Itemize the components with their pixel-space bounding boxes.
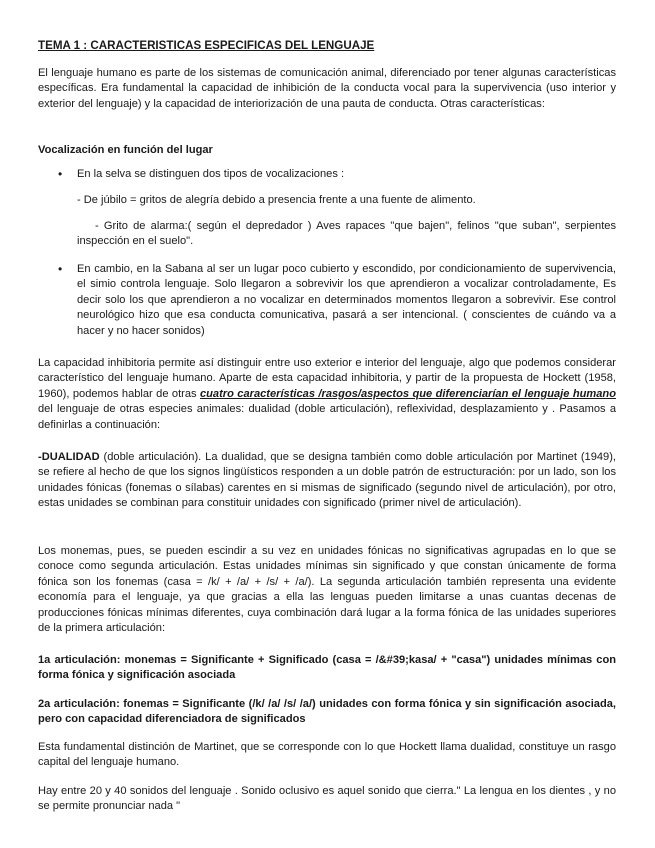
segunda-articulacion: 2a articulación: fonemas = Significante (/k/ /a/ /s/ /a/) unidades con forma fónica y sin significación asociada, pero con capacidad diferenciadora de significados [38, 698, 616, 726]
text-run: del lenguaje de otras especies animales: dualidad (doble articulación), reflexividad, desplazamiento y . Pasamos a definirlas a continuación: [38, 403, 616, 431]
bullet-marker: • [58, 167, 63, 181]
bullet-marker: • [58, 262, 63, 276]
emphasis-text: cuatro características /rasgos/aspectos que diferenciarían el lenguaje humano [199, 387, 616, 400]
term-label: -DUALIDAD [38, 451, 100, 463]
sub-item-alarma: - Grito de alarma:( según el depredador ) Aves rapaces "que bajen", felinos "que suban", serpientes inspección en el suelo". [77, 220, 616, 248]
paragraph-sonidos: Hay entre 20 y 40 sonidos del lenguaje . Sonido oclusivo es aquel sonido que cierra." La lengua en los dientes , y no se permite pronunciar nada " [38, 785, 616, 813]
page-title: TEMA 1 : CARACTERISTICAS ESPECIFICAS DEL LENGUAJE [38, 39, 375, 52]
paragraph-dualidad [38, 450, 616, 512]
bullet-item-sabana: En cambio, en la Sabana al ser un lugar poco cubierto y escondido, por condicionamiento de supervivencia, el simio controla lenguaje. Solo llegaron a sobrevivir los que aprendieron a vocalizar controladamente, Es decir solo los que aprendieron a no vocalizar en determinados momentos llegaron a sobrevivir. Ese control neurológico hizo que esa conducta comunicativa, pasará a ser intencional. ( conscientes de cuándo va a hacer y no hacer sonidos) [77, 263, 616, 337]
sub-item-jubilo: - De júbilo = gritos de alegría debido a presencia frente a una fuente de alimento. [77, 194, 476, 206]
text-run: La capacidad inhibitoria permite así distinguir entre uso exterior e interior del lenguaje, algo que podemos considerar característico del lenguaje humano. Aparte de esta capacidad inhibitoria, y partir de la propuesta de Hockett (1958, 1960), podemos hablar de otras [38, 357, 616, 400]
paragraph-capacidad-inhibitoria [38, 356, 616, 433]
paragraph-martinet: Esta fundamental distinción de Martinet, que se corresponde con lo que Hockett llama dualidad, constituye un rasgo capital del lenguaje humano. [38, 741, 616, 769]
primera-articulacion: 1a articulación: monemas = Significante + Significado (casa = /&#39;kasa/ + "casa") unidades mínimas con forma fónica y significación asociada [38, 654, 616, 682]
bullet-item-selva: En la selva se distinguen dos tipos de vocalizaciones : [77, 168, 345, 180]
text-run: (doble articulación). La dualidad, que se designa también como doble articulación por Martinet (1949), se refiere al hecho de que los signos lingüísticos responden a un doble patrón de estructuración: por un lado, son los unidades fónicas (fonemas o sílabas) carentes en si mismas de significado (segundo nivel de articulación), por otro, estas unidades se combinan para constituir unidades con significado (primer nivel de articulación). [38, 451, 616, 510]
paragraph-monemas: Los monemas, pues, se pueden escindir a su vez en unidades fónicas no significativas agrupadas en lo que se conoce como segunda articulación. Estas unidades mínimas sin significado y que constan únicamente de forma fónica son los fonemas (casa = /k/ + /a/ + /s/ + /a/). La segunda articulación también representa una evidente economía para el lenguaje, ya que gracias a ella las lenguas pueden limitarse a unas cuantas decenas de producciones fónicas mínimas diferentes, cuya combinación dará lugar a la forma fónica de las unidades superiores de la primera articulación: [38, 545, 616, 635]
section-heading: Vocalización en función del lugar [38, 144, 213, 156]
intro-paragraph: El lenguaje humano es parte de los sistemas de comunicación animal, diferenciado por tener algunas características específicas. Era fundamental la capacidad de inhibición de la conducta vocal para la supervivencia (uso interior y exterior del lenguaje) y la capacidad de interiorización de una pauta de conducta. Otras características: [38, 67, 616, 110]
